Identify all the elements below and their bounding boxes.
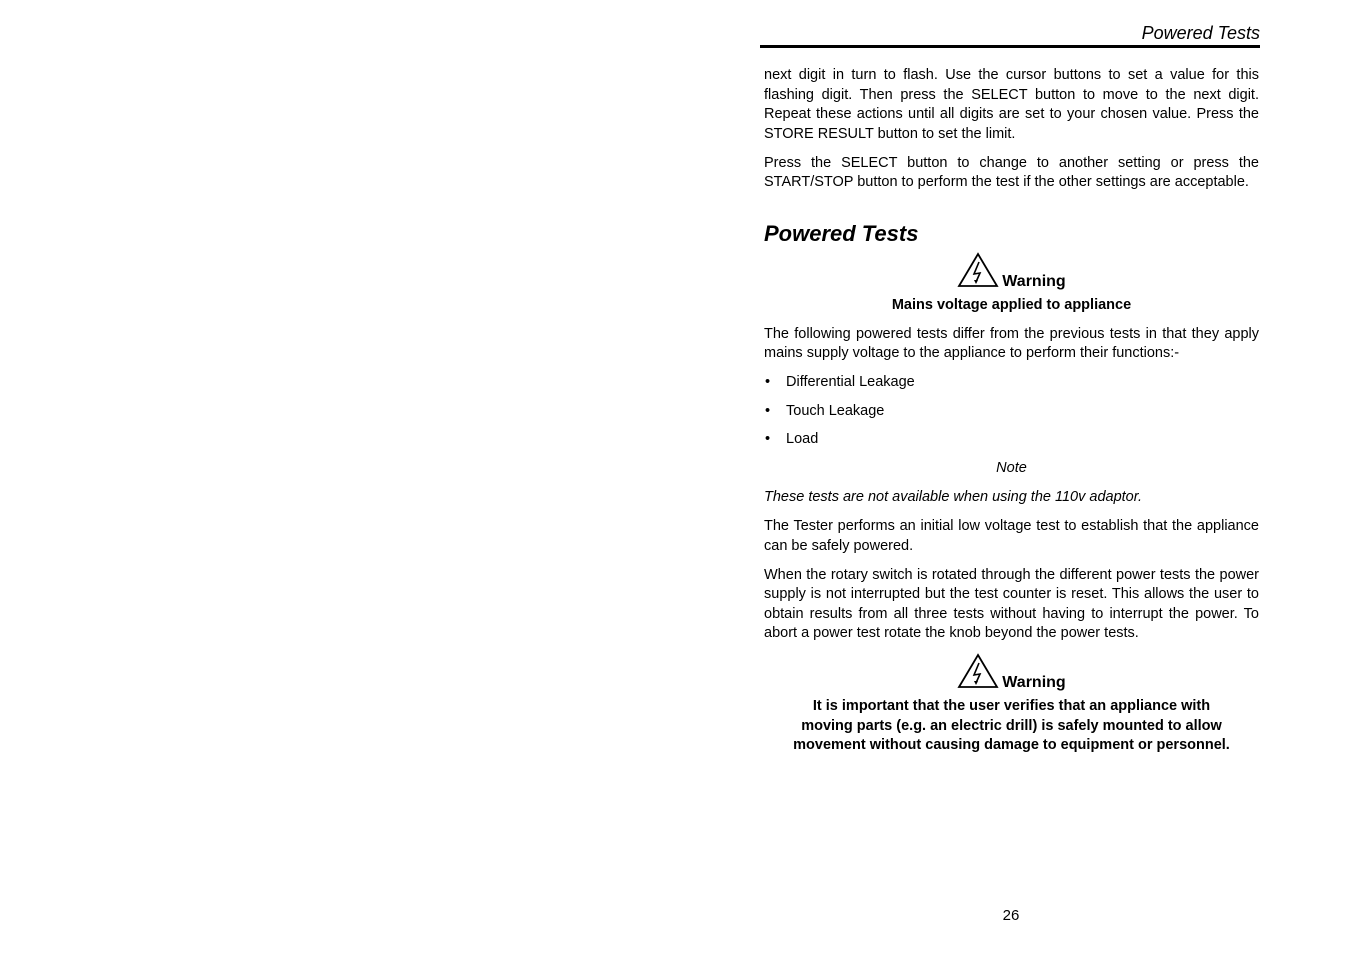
list-item: • Differential Leakage: [764, 373, 1259, 393]
warning-label-2: Warning: [1002, 674, 1066, 691]
header-rule: [760, 45, 1260, 48]
warning-heading-2: [764, 653, 1259, 693]
warning-label-1: Warning: [1002, 272, 1066, 290]
body-paragraph-3: When the rotary switch is rotated through the different power tests the power supply is not interrupted but the test counter is reset. This allows the user to obtain results from all three tests without having to interrupt the power. To abort a power test rotate the knob beyond the power tests.: [764, 566, 1259, 641]
note-text: These tests are not available when using the 110v adaptor.: [764, 489, 1143, 505]
intro-paragraph-2: Press the SELECT button to change to another setting or press the START/STOP button to perform the test if the other settings are acceptable.: [764, 154, 1259, 190]
note-title: Note: [996, 460, 1027, 476]
list-item: • Touch Leakage: [764, 402, 1259, 422]
powered-tests-list: [764, 373, 1259, 450]
section-title: Powered Tests: [764, 220, 919, 246]
bullet-icon: •: [765, 402, 771, 419]
warning-heading-1: [764, 252, 1259, 292]
warning-message-2: It is important that the user verifies that an appliance with moving parts (e.g. an electric drill) is safely mounted to allow movement without causing damage to equipment or personnel.: [793, 698, 1230, 753]
body-paragraph-2: The Tester performs an initial low voltage test to establish that the appliance can be safely powered.: [764, 518, 1259, 554]
manual-page: [762, 0, 1260, 954]
running-header: Powered Tests: [1141, 23, 1260, 43]
high-voltage-warning-icon: [957, 653, 999, 689]
page-number: 26: [1002, 907, 1020, 924]
warning-message-1: Mains voltage applied to appliance: [891, 296, 1132, 313]
list-item: • Load: [764, 430, 1259, 450]
bullet-icon: •: [765, 431, 771, 447]
intro-paragraph-1: next digit in turn to flash. Use the cursor buttons to set a value for this flashing digit. Then press the SELECT button to move to the next digit. Repeat these actions until all digits are set to your chosen value. Press the STORE RESULT button to set the limit.: [764, 67, 1259, 142]
high-voltage-warning-icon: [957, 252, 999, 288]
bullet-icon: •: [765, 374, 771, 390]
page-content: [764, 66, 1259, 756]
body-paragraph-1: The following powered tests differ from the previous tests in that they apply mains supply voltage to the appliance to perform their functions:-: [764, 325, 1259, 361]
